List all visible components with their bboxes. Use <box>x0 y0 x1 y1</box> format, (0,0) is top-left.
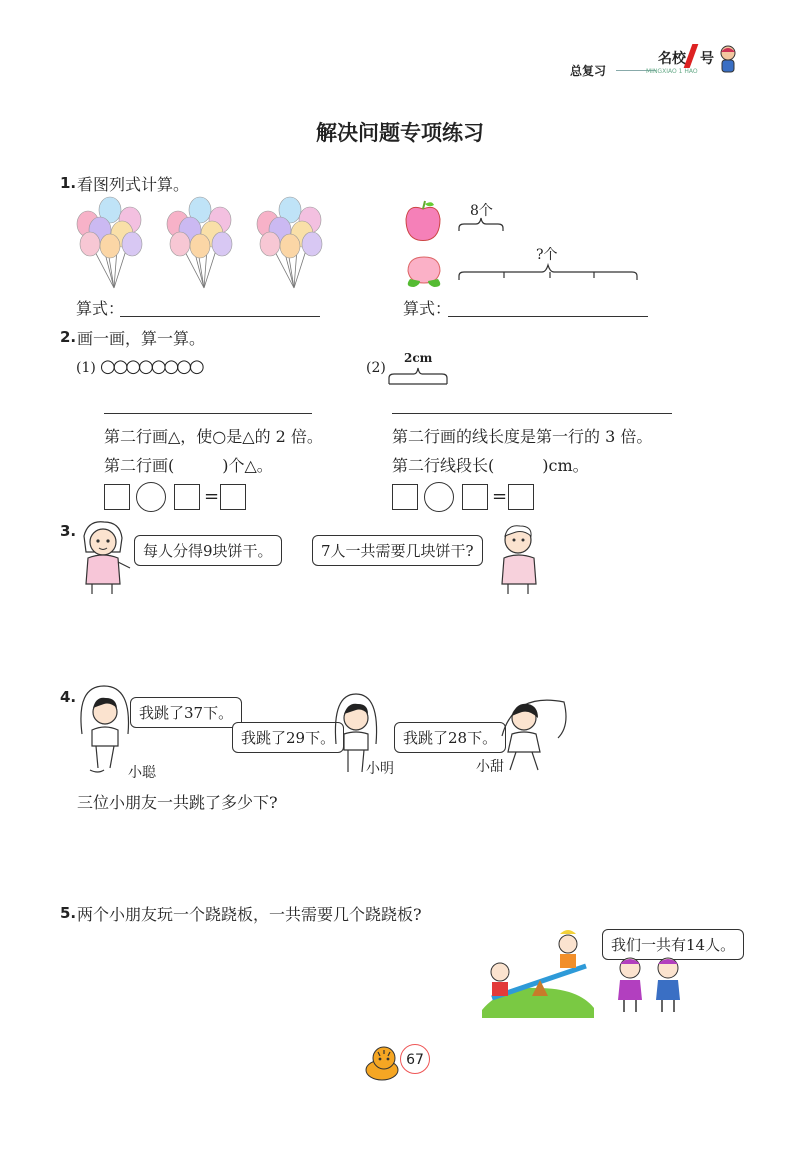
q2-length-label: 2cm <box>404 351 433 365</box>
q2-length-brace <box>388 366 448 386</box>
q1-answer-line-right[interactable] <box>448 316 648 317</box>
q2-prompt: 画一画，算一算。 <box>77 329 206 348</box>
q2-number: 2. <box>60 328 77 346</box>
q1-formula-label-left: 算式： <box>76 299 125 318</box>
q4-name-3: 小甜 <box>476 759 504 775</box>
q4-number: 4. <box>60 688 77 706</box>
q2-right-answer-prompt: 第二行线段长( )cm。 <box>392 456 589 475</box>
q2-draw-line-left[interactable] <box>104 413 312 414</box>
header <box>570 44 740 80</box>
mascot-icon <box>716 44 740 74</box>
q5-number: 5. <box>60 904 77 922</box>
girl-illustration <box>70 518 136 594</box>
q2-left-operator-ring[interactable] <box>136 482 166 512</box>
header-brand-sub: MINGXIAO 1 HAO <box>646 68 698 75</box>
page-number-badge <box>400 1044 430 1074</box>
q1-number: 1. <box>60 174 77 192</box>
balloon-bunch-2 <box>167 197 232 288</box>
apple-icon <box>402 199 444 243</box>
boy-illustration <box>494 518 544 594</box>
peach-count-label: ?个 <box>536 247 558 263</box>
q2-part2-label: (2) <box>366 360 386 376</box>
apple-count-label: 8个 <box>470 203 493 219</box>
q1-prompt: 看图列式计算。 <box>77 175 190 194</box>
balloon-bunch-3 <box>257 197 322 288</box>
q3-number: 3. <box>60 522 77 540</box>
page-number: 67 <box>406 1052 424 1068</box>
q4-question: 三位小朋友一共跳了多少下? <box>77 793 278 812</box>
header-section: 总复习 <box>570 64 607 78</box>
q1-formula-label-right: 算式： <box>403 299 452 318</box>
tiger-mascot-icon <box>362 1044 404 1082</box>
q2-right-operator-ring[interactable] <box>424 482 454 512</box>
q5-prompt: 两个小朋友玩一个跷跷板，一共需要几个跷跷板? <box>77 905 422 924</box>
balloons-illustration <box>70 196 350 292</box>
q2-part1-label: (1) <box>76 360 96 376</box>
q2-right-instruction: 第二行画的线长度是第一行的 3 倍。 <box>392 427 653 446</box>
q2-right-box-3[interactable] <box>508 484 534 510</box>
q2-left-answer-prompt: 第二行画( )个△。 <box>104 456 273 475</box>
q4-bubble-2: 我跳了29下。 <box>232 722 344 753</box>
balloon-bunch-1 <box>77 197 142 288</box>
peach-icon <box>400 253 448 289</box>
q2-draw-line-right[interactable] <box>392 413 672 414</box>
q4-name-1: 小聪 <box>128 765 156 781</box>
q4-name-2: 小明 <box>366 761 394 777</box>
two-kids-illustration <box>610 952 690 1014</box>
q1-answer-line-left[interactable] <box>120 316 320 317</box>
q2-right-box-2[interactable] <box>462 484 488 510</box>
q3-bubble-right: 7人一共需要几块饼干? <box>312 535 483 566</box>
q4-bubble-1: 我跳了37下。 <box>130 697 242 728</box>
q2-right-equals: = <box>492 486 508 507</box>
q2-left-box-1[interactable] <box>104 484 130 510</box>
q2-circles-row: ○○○○○○○○ <box>100 356 202 377</box>
page-title: 解决问题专项练习 <box>316 121 484 145</box>
q2-left-box-3[interactable] <box>220 484 246 510</box>
q2-left-box-2[interactable] <box>174 484 200 510</box>
peach-brace <box>458 262 638 282</box>
q3-bubble-left: 每人分得9块饼干。 <box>134 535 282 566</box>
q2-left-instruction: 第二行画△，使○是△的 2 倍。 <box>104 427 323 446</box>
q4-bubble-3: 我跳了28下。 <box>394 722 506 753</box>
header-brand-right: 号 <box>700 51 714 67</box>
jumper-3-illustration <box>494 696 574 776</box>
q2-left-equals: = <box>204 486 220 507</box>
q2-right-box-1[interactable] <box>392 484 418 510</box>
jumper-1-illustration <box>74 684 136 776</box>
q5-bubble: 我们一共有14人。 <box>602 929 744 960</box>
seesaw-illustration <box>482 926 594 1018</box>
header-brand-left: 名校 <box>658 51 686 67</box>
